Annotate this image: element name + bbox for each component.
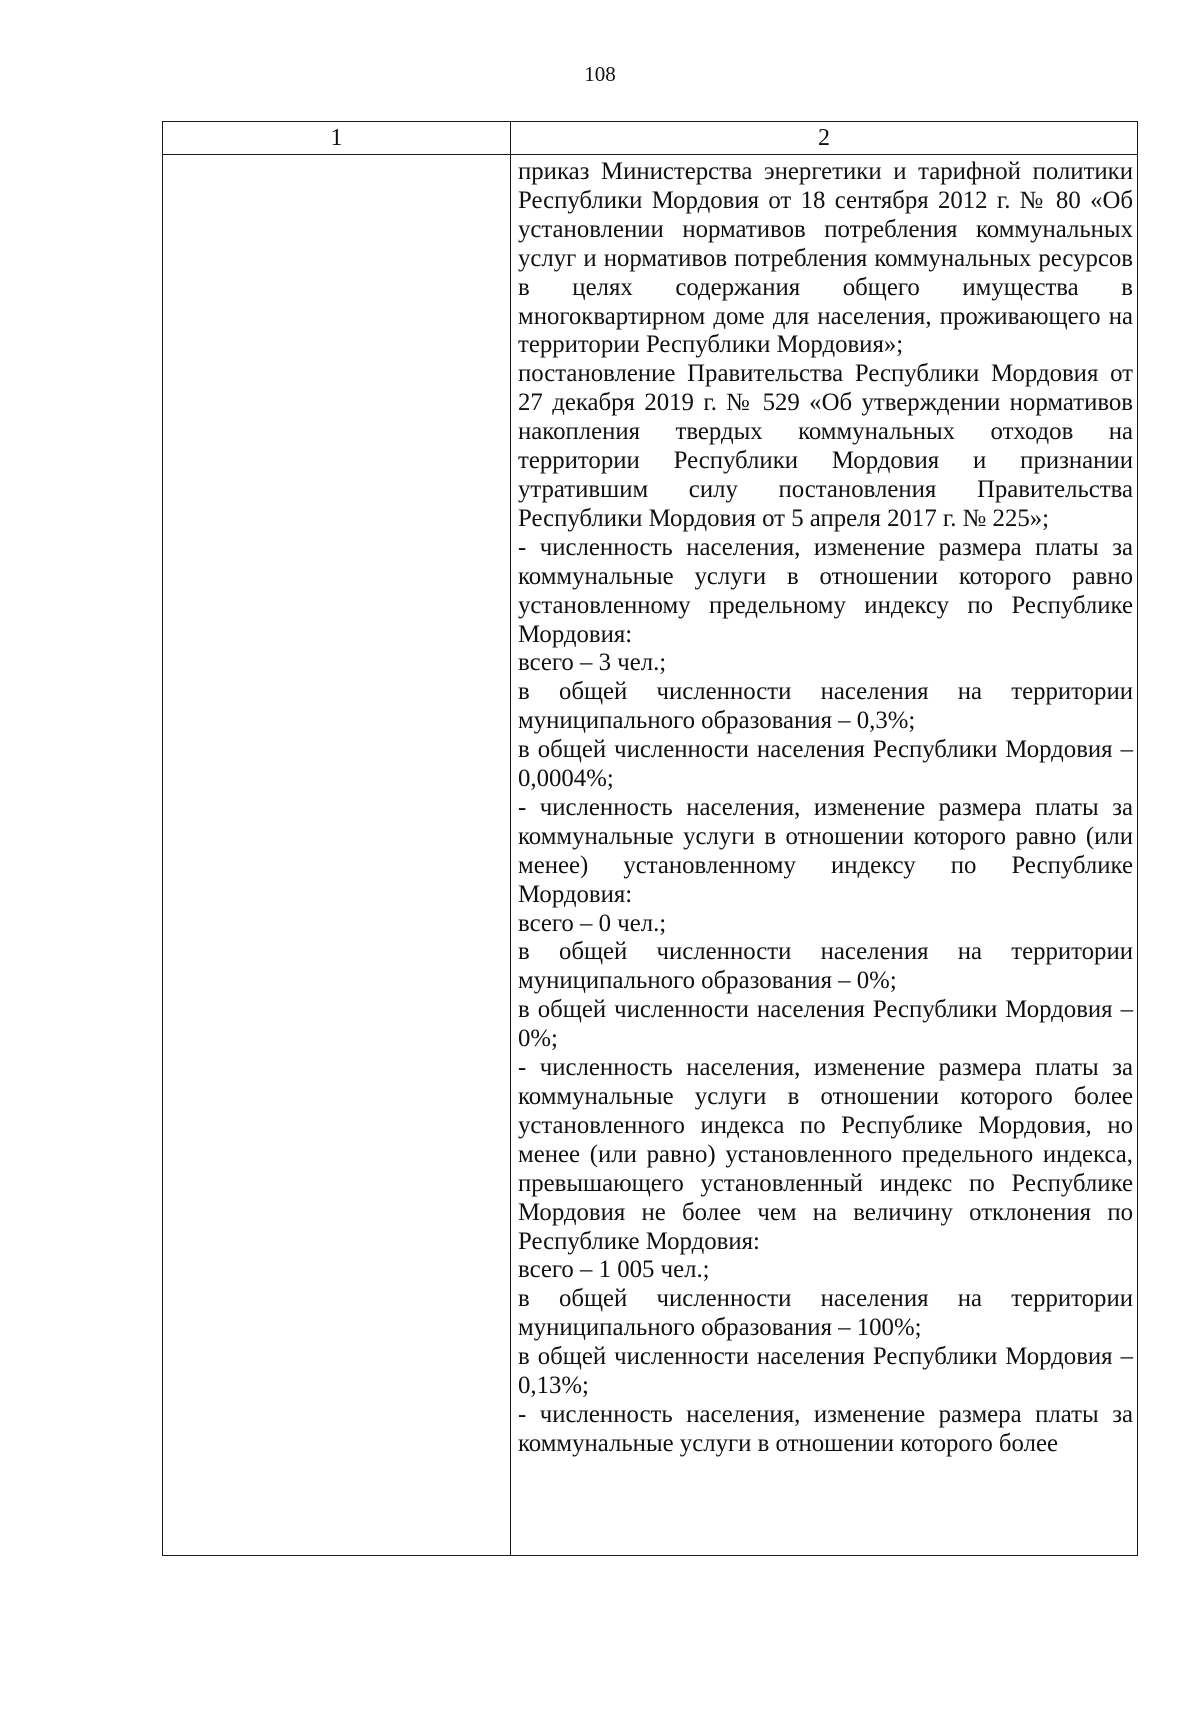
paragraph: всего – 1 005 чел.; [518,1256,710,1284]
paragraph: в общей численности населения на территории муниципального образования – 0,3%; [518,678,1133,735]
document-table [162,121,1138,1556]
paragraph: - численность населения, изменение размера платы за коммунальные услуги в отношении которого равно установленному предельному индексу по Республике Мордовия: [518,533,1133,648]
column-header-1: 1 [163,122,511,155]
column-2-cell [511,155,1138,1556]
cell-content [511,155,1137,1459]
paragraph: постановление Правительства Республики Мордовия от 27 декабря 2019 г. № 529 «Об утверждении нормативов накопления твердых коммунальных отходов на территории Республики Мордовия и признании утратившим силу постановления Правительства Республики Мордовия от 5 апреля 2017 г. № 225»; [518,360,1133,532]
paragraph: всего – 3 чел.; [518,649,667,677]
paragraph: в общей численности населения Республики Мордовия – 0,13%; [518,1343,1133,1400]
column-1-cell [163,155,511,1556]
paragraph: в общей численности населения на территории муниципального образования – 100%; [518,1285,1133,1342]
paragraph: - численность населения, изменение размера платы за коммунальные услуги в отношении которого более [518,1400,1133,1457]
column-header-2: 2 [511,122,1138,155]
paragraph: в общей численности населения на территории муниципального образования – 0%; [518,938,1133,995]
paragraph: всего – 0 чел.; [518,909,667,937]
paragraph: в общей численности населения Республики Мордовия – 0%; [518,996,1133,1053]
paragraph: - численность населения, изменение размера платы за коммунальные услуги в отношении которого равно (или менее) установленному индексу по Республике Мордовия: [518,793,1133,908]
paragraph: в общей численности населения Республики Мордовия – 0,0004%; [518,736,1133,793]
table-row [163,155,1138,1556]
paragraph: приказ Министерства энергетики и тарифной политики Республики Мордовия от 18 сентября 2012 г. № 80 «Об установлении нормативов потребления коммунальных услуг и нормативов потребления коммунальных ресурсов в целях содержания общего имущества в многоквартирном доме для населения, проживающего на территории Республики Мордовия»; [518,158,1133,359]
page-number: 108 [584,62,616,86]
paragraph: - численность населения, изменение размера платы за коммунальные услуги в отношении которого более установленного индекса по Республике Мордовия, но менее (или равно) установленного предельного индекса, превышающего установленный индекс по Республике Мордовия не более чем на величину отклонения по Республике Мордовия: [518,1054,1133,1255]
table-header-row [163,122,1138,155]
